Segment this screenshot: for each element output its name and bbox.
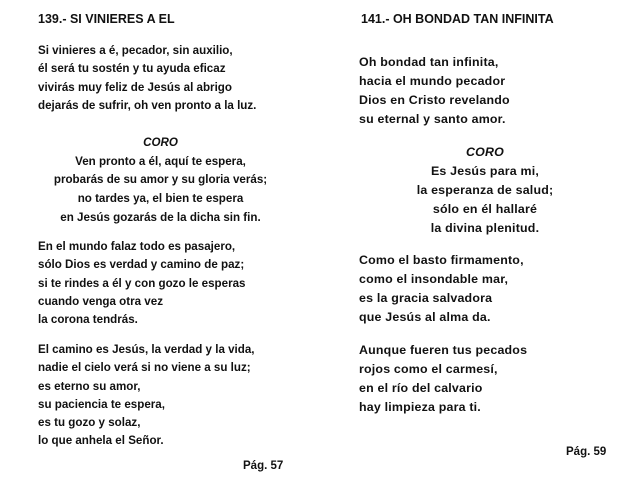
verse-line: rojos como el carmesí, [359,362,498,376]
left-page [38,0,300,493]
right-page [359,0,614,493]
chorus [38,134,283,228]
verse-line: hacia el mundo pecador [359,74,506,88]
verse-line: Como el basto firmamento, [359,253,524,267]
verse-line: cuando venga otra vez [38,294,163,308]
verse-line: nadie el cielo verá si no viene a su luz; [38,361,251,375]
verse-line: El camino es Jesús, la verdad y la vida, [38,343,255,356]
hymn-title-139: 139.- SI VINIERES A EL [38,12,175,26]
verse-line: él será tu sostén y tu ayuda eficaz [38,62,226,76]
verse-line: vivirás muy feliz de Jesús al abrigo [38,80,232,94]
verse-line: Aunque fueren tus pecados [359,343,528,357]
verse-line: Dios en Cristo revelando [359,93,510,107]
verse-line: Oh bondad tan infinita, [359,55,499,69]
chorus-label: CORO [143,136,178,149]
chorus-line: probarás de su amor y su gloria verás; [53,173,268,187]
stanza-1 [38,42,256,115]
stanza-3 [359,341,527,417]
stanza-3 [38,341,255,451]
chorus-line: la esperanza de salud; [416,183,554,197]
chorus-line: no tardes ya, el bien te espera [77,192,244,206]
verse-line: si te rindes a él y con gozo le esperas [38,276,246,290]
stanza-2 [359,251,524,327]
verse-line: como el insondable mar, [359,272,509,286]
chorus-label: CORO [466,145,504,159]
page-number: Pág. 57 [243,460,284,472]
verse-line: Si vinieres a é, pecador, sin auxilio, [38,44,233,57]
verse-line: la corona tendrás. [38,313,138,327]
verse-line: hay limpieza para ti. [359,400,481,414]
chorus-line: en Jesús gozarás de la dicha sin fin. [60,210,261,224]
chorus [359,143,611,238]
verse-line: En el mundo falaz todo es pasajero, [38,240,236,253]
verse-line: lo que anhela el Señor. [38,434,164,448]
chorus-line: sólo en él hallaré [432,202,538,216]
verse-line: en el río del calvario [359,381,483,395]
verse-line: sólo Dios es verdad y camino de paz; [38,258,245,272]
verse-line: es la gracia salvadora [359,291,493,305]
verse-line: su paciencia te espera, [38,397,165,411]
stanza-1 [359,53,510,129]
hymn-title-141: 141.- OH BONDAD TAN INFINITA [361,12,554,26]
verse-line: es eterno su amor, [38,379,141,393]
stanza-2 [38,238,245,329]
verse-line: su eternal y santo amor. [359,112,506,126]
chorus-line: Es Jesús para mi, [430,164,540,178]
chorus-line: la divina plenitud. [430,221,540,235]
chorus-line: Ven pronto a él, aquí te espera, [75,154,246,168]
page-number: Pág. 59 [566,446,607,458]
verse-line: que Jesús al alma da. [359,310,491,324]
verse-line: es tu gozo y solaz, [38,416,141,430]
verse-line: dejarás de sufrir, oh ven pronto a la luz. [38,98,257,112]
